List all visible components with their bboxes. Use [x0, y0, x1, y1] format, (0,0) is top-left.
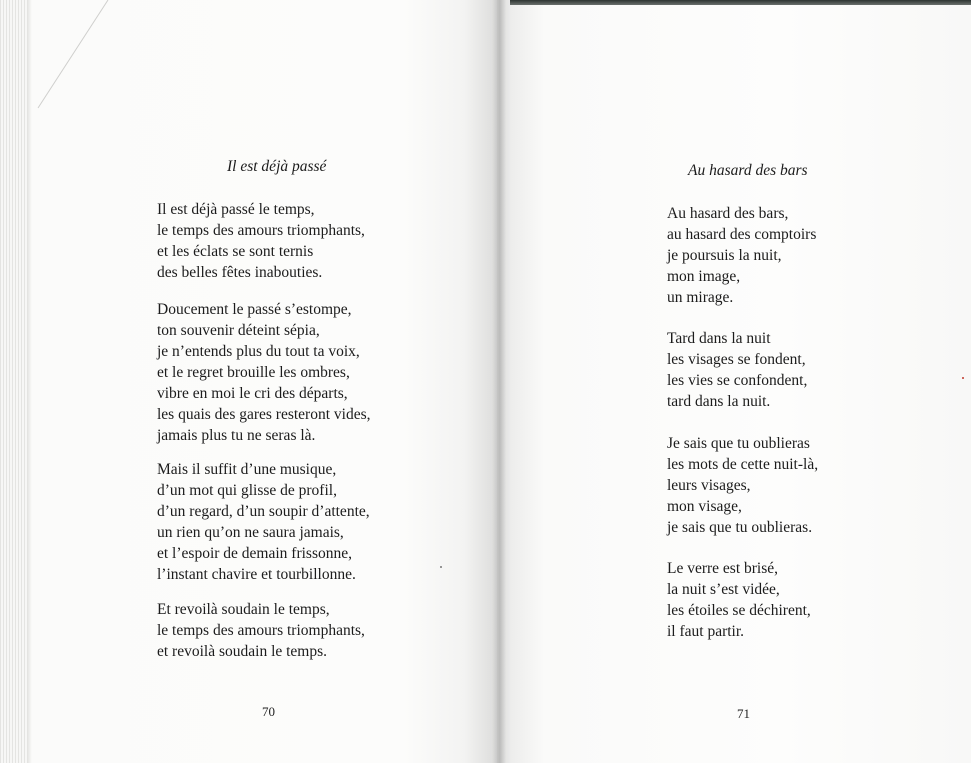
stanza — [667, 328, 807, 412]
poem-line: je poursuis la nuit, — [667, 247, 782, 264]
poem-line: vibre en moi le cri des départs, — [157, 385, 348, 402]
stanza — [157, 599, 365, 662]
poem-line: jamais plus tu ne seras là. — [157, 427, 316, 444]
stanza — [157, 459, 370, 585]
poem-line: et les éclats se sont ternis — [157, 243, 314, 260]
poem-title: Il est déjà passé — [227, 158, 327, 175]
poem-line: la nuit s’est vidée, — [667, 581, 780, 598]
stanza — [667, 558, 811, 642]
poem-line: Je sais que tu oublieras — [667, 435, 810, 452]
scan-speck — [440, 566, 442, 568]
left-poem — [157, 0, 487, 763]
poem-line: d’un mot qui glisse de profil, — [157, 482, 337, 499]
poem-line: Doucement le passé s’estompe, — [157, 301, 352, 318]
poem-line: au hasard des comptoirs — [667, 226, 817, 243]
stanza — [157, 299, 371, 446]
poem-line: les étoiles se déchirent, — [667, 602, 811, 619]
poem-line: il faut partir. — [667, 623, 745, 640]
poem-line: Le verre est brisé, — [667, 560, 779, 577]
poem-line: et revoilà soudain le temps. — [157, 643, 328, 660]
poem-line: les mots de cette nuit-là, — [667, 456, 819, 473]
poem-line: des belles fêtes inabouties. — [157, 264, 323, 281]
scan-speck — [962, 377, 964, 379]
page-edge-stack — [0, 0, 32, 763]
poem-line: les visages se fondent, — [667, 351, 806, 368]
book-gutter — [492, 0, 506, 763]
poem-line: Il est déjà passé le temps, — [157, 201, 315, 218]
page-number: 71 — [737, 706, 750, 721]
poem-line: d’un regard, d’un soupir d’attente, — [157, 503, 370, 520]
poem-line: le temps des amours triomphants, — [157, 222, 365, 239]
stanza — [157, 199, 365, 283]
poem-line: Et revoilà soudain le temps, — [157, 601, 330, 618]
poem-line: Mais il suffit d’une musique, — [157, 461, 337, 478]
poem-line: leurs visages, — [667, 477, 751, 494]
poem-line: et l’espoir de demain frissonne, — [157, 545, 352, 562]
poem-line: Au hasard des bars, — [667, 205, 789, 222]
poem-line: les quais des gares resteront vides, — [157, 406, 371, 423]
poem-line: je sais que tu oublieras. — [667, 519, 813, 536]
page-corner-crease — [36, 0, 116, 110]
poem-line: tard dans la nuit. — [667, 393, 771, 410]
poem-line: un rien qu’on ne saura jamais, — [157, 524, 344, 541]
stanza — [667, 433, 818, 538]
stanza — [667, 203, 816, 308]
poem-line: le temps des amours triomphants, — [157, 622, 365, 639]
poem-line: l’instant chavire et tourbillonne. — [157, 566, 356, 583]
right-poem — [667, 0, 957, 763]
poem-line: mon visage, — [667, 498, 742, 515]
poem-line: ton souvenir déteint sépia, — [157, 322, 320, 339]
poem-line: les vies se confondent, — [667, 372, 808, 389]
poem-line: et le regret brouille les ombres, — [157, 364, 350, 381]
poem-line: Tard dans la nuit — [667, 330, 771, 347]
poem-line: je n’entends plus du tout ta voix, — [157, 343, 360, 360]
page-number: 70 — [262, 704, 275, 719]
poem-line: mon image, — [667, 268, 741, 285]
poem-line: un mirage. — [667, 289, 734, 306]
poem-title: Au hasard des bars — [688, 162, 808, 179]
